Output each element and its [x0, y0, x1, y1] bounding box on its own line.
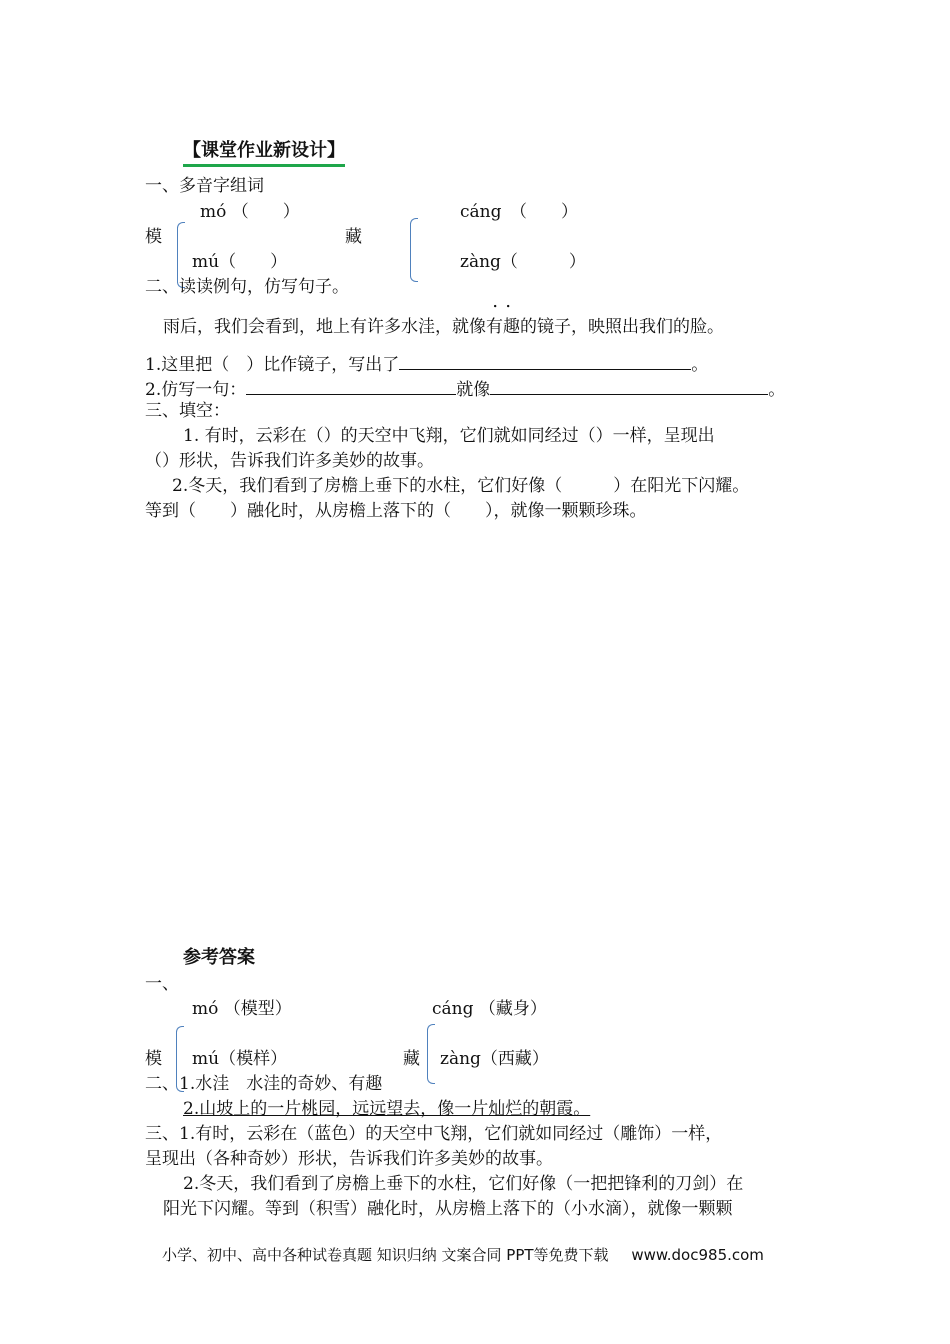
q2-1-blank[interactable] [399, 351, 691, 370]
cang-pinyin-1: cáng （ ） [460, 202, 578, 222]
ans-s3-line4: 阳光下闪耀。等到（积雪）融化时，从房檐上落下的（小水滴），就像一颗颗 [163, 1199, 733, 1219]
s3-q1-line2: （）形状，告诉我们许多美妙的故事。 [145, 451, 434, 471]
s2-heading: 二、读读例句，仿写句子。 [145, 277, 349, 297]
ans-s3-line3: 2.冬天，我们看到了房檐上垂下的水柱，它们好像（一把把锋利的刀剑）在 [183, 1174, 744, 1194]
q2-1-text: 1.这里把（ ）比作镜子，写出了 [145, 355, 400, 375]
ans-s2-line2: 2.山坡上的一片桃园，远远望去，像一片灿烂的朝霞。 [183, 1099, 591, 1119]
ans-s3-line2: 呈现出（各种奇妙）形状，告诉我们许多美妙的故事。 [145, 1149, 553, 1169]
ans-mo-pinyin-2: mú（模样） [192, 1049, 288, 1069]
ans-s1-heading: 一、 [145, 974, 179, 994]
ans-mo-char: 模 [145, 1049, 162, 1069]
ans-cang-pinyin-2: zàng（西藏） [440, 1049, 549, 1069]
q2-2-end: 。 [768, 380, 786, 400]
answers-title: 参考答案 [183, 947, 255, 968]
footer-site-link[interactable]: www.doc985.com [631, 1246, 764, 1264]
mo-pinyin-2: mú（ ） [192, 252, 288, 272]
exercise-title: 【课堂作业新设计】 [183, 136, 345, 167]
example-sentence: 雨后，我们会看到，地上有许多水洼，就像有趣的镜子，映照出我们的脸。 [163, 317, 724, 337]
s3-heading: 三、填空： [145, 401, 230, 421]
ans-mo-pinyin-1: mó （模型） [192, 999, 292, 1019]
q2-1-end: 。 [691, 355, 709, 375]
cang-bracket [410, 218, 418, 282]
s1-heading: 一、多音字组词 [145, 176, 264, 196]
mo-char: 模 [145, 227, 162, 247]
cang-char: 藏 [345, 227, 362, 247]
ans-cang-bracket [427, 1024, 435, 1084]
footer [162, 1244, 764, 1265]
q2-2-line [145, 376, 785, 401]
ans-cang-char: 藏 [403, 1049, 420, 1069]
q2-2-blank-a[interactable] [246, 376, 456, 395]
s3-q2-line2: 等到（ ）融化时，从房檐上落下的（ ），就像一颗颗珍珠。 [145, 501, 647, 521]
mo-pinyin-1: mó （ ） [200, 202, 300, 222]
emphasis-dots: ．． [493, 295, 526, 311]
q2-2-text: 2.仿写一句： [145, 380, 247, 400]
s3-q2-line1: 2.冬天，我们看到了房檐上垂下的水柱，它们好像（ ）在阳光下闪耀。 [172, 476, 750, 496]
footer-text: 小学、初中、高中各种试卷真题 知识归纳 文案合同 PPT等免费下载 [162, 1246, 609, 1264]
q2-1-line [145, 351, 708, 376]
cang-pinyin-2: zàng（ ） [460, 252, 586, 272]
s3-q1-line1: 1. 有时，云彩在（）的天空中飞翔，它们就如同经过（）一样，呈现出 [183, 426, 715, 446]
q2-2-blank-b[interactable] [490, 376, 768, 395]
ans-cang-pinyin-1: cáng （藏身） [432, 999, 547, 1019]
ans-s3-line1: 三、1.有时，云彩在（蓝色）的天空中飞翔，它们就如同经过（雕饰）一样， [145, 1124, 723, 1144]
q2-2-mid: 就像 [456, 380, 491, 400]
ans-s2-line1: 二、1.水洼 水洼的奇妙、有趣 [145, 1074, 383, 1094]
